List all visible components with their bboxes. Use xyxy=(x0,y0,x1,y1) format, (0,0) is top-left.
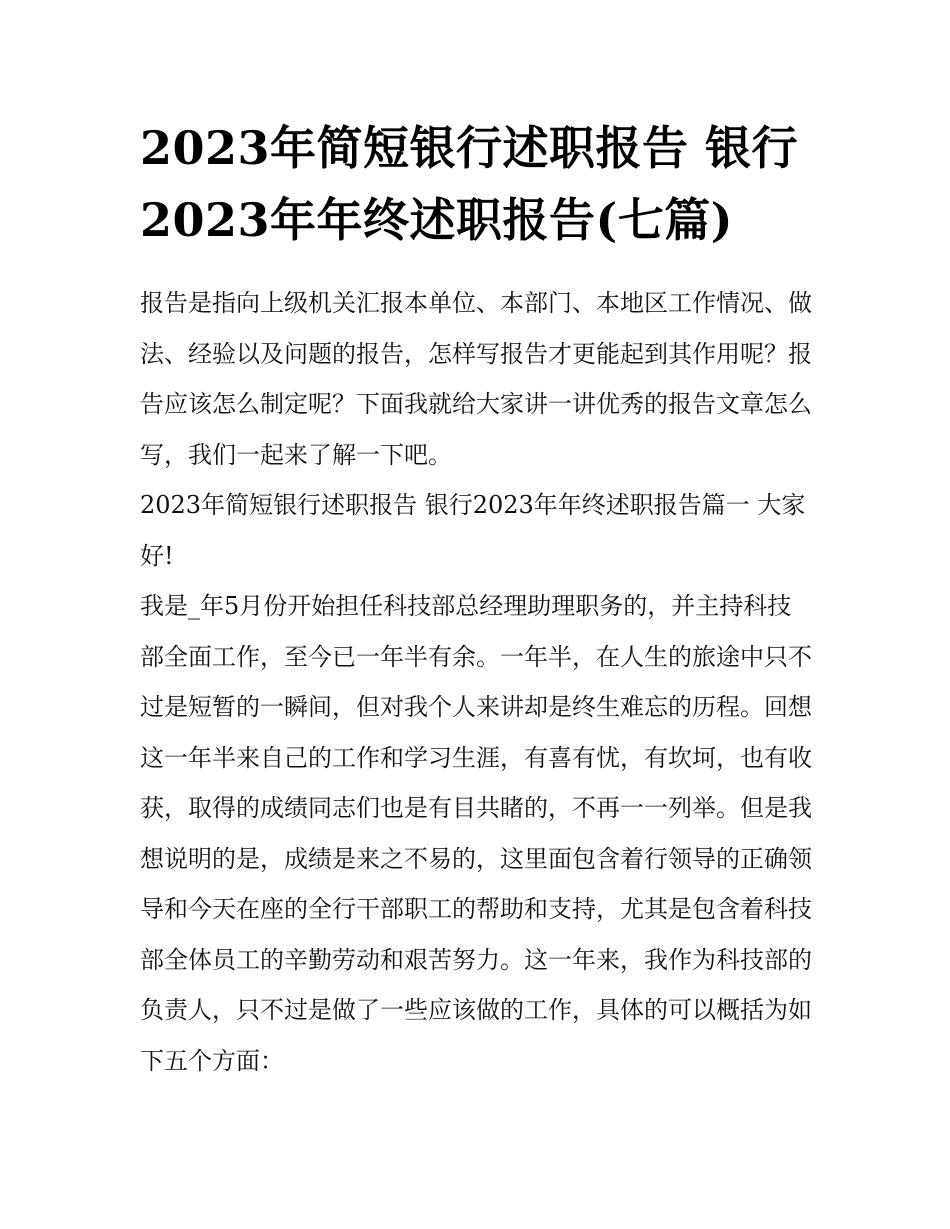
intro-paragraph: 报告是指向上级机关汇报本单位、本部门、本地区工作情况、做法、经验以及问题的报告，怎样写报告才更能起到其作用呢？报告应该怎么制定呢？下面我就给大家讲一讲优秀的报告文章怎么写，我们一起来了解一下吧。 xyxy=(140,289,812,469)
body-paragraph: 我是_年5月份开始担任科技部总经理助理职务的，并主持科技部全面工作，至今已一年半有余。一年半，在人生的旅途中只不过是短暂的一瞬间，但对我个人来讲却是终生难忘的历程。回想这一年半来自己的工作和学习生涯，有喜有忧，有坎坷，也有收获，取得的成绩同志们也是有目共睹的，不再一一列举。但是我想说明的是，成绩是来之不易的，这里面包含着行领导的正确领导和今天在座的全行干部职工的帮助和支持，尤其是包含着科技部全体员工的辛勤劳动和艰苦努力。这一年来，我作为科技部的负责人，只不过是做了一些应该做的工作，具体的可以概括为如下五个方面： xyxy=(140,592,812,1075)
section-heading: 2023年简短银行述职报告 银行2023年年终述职报告篇一 大家好! xyxy=(140,491,806,570)
document-content xyxy=(140,112,815,1086)
document-title: 2023年简短银行述职报告 银行2023年年终述职报告(七篇) xyxy=(140,121,799,247)
